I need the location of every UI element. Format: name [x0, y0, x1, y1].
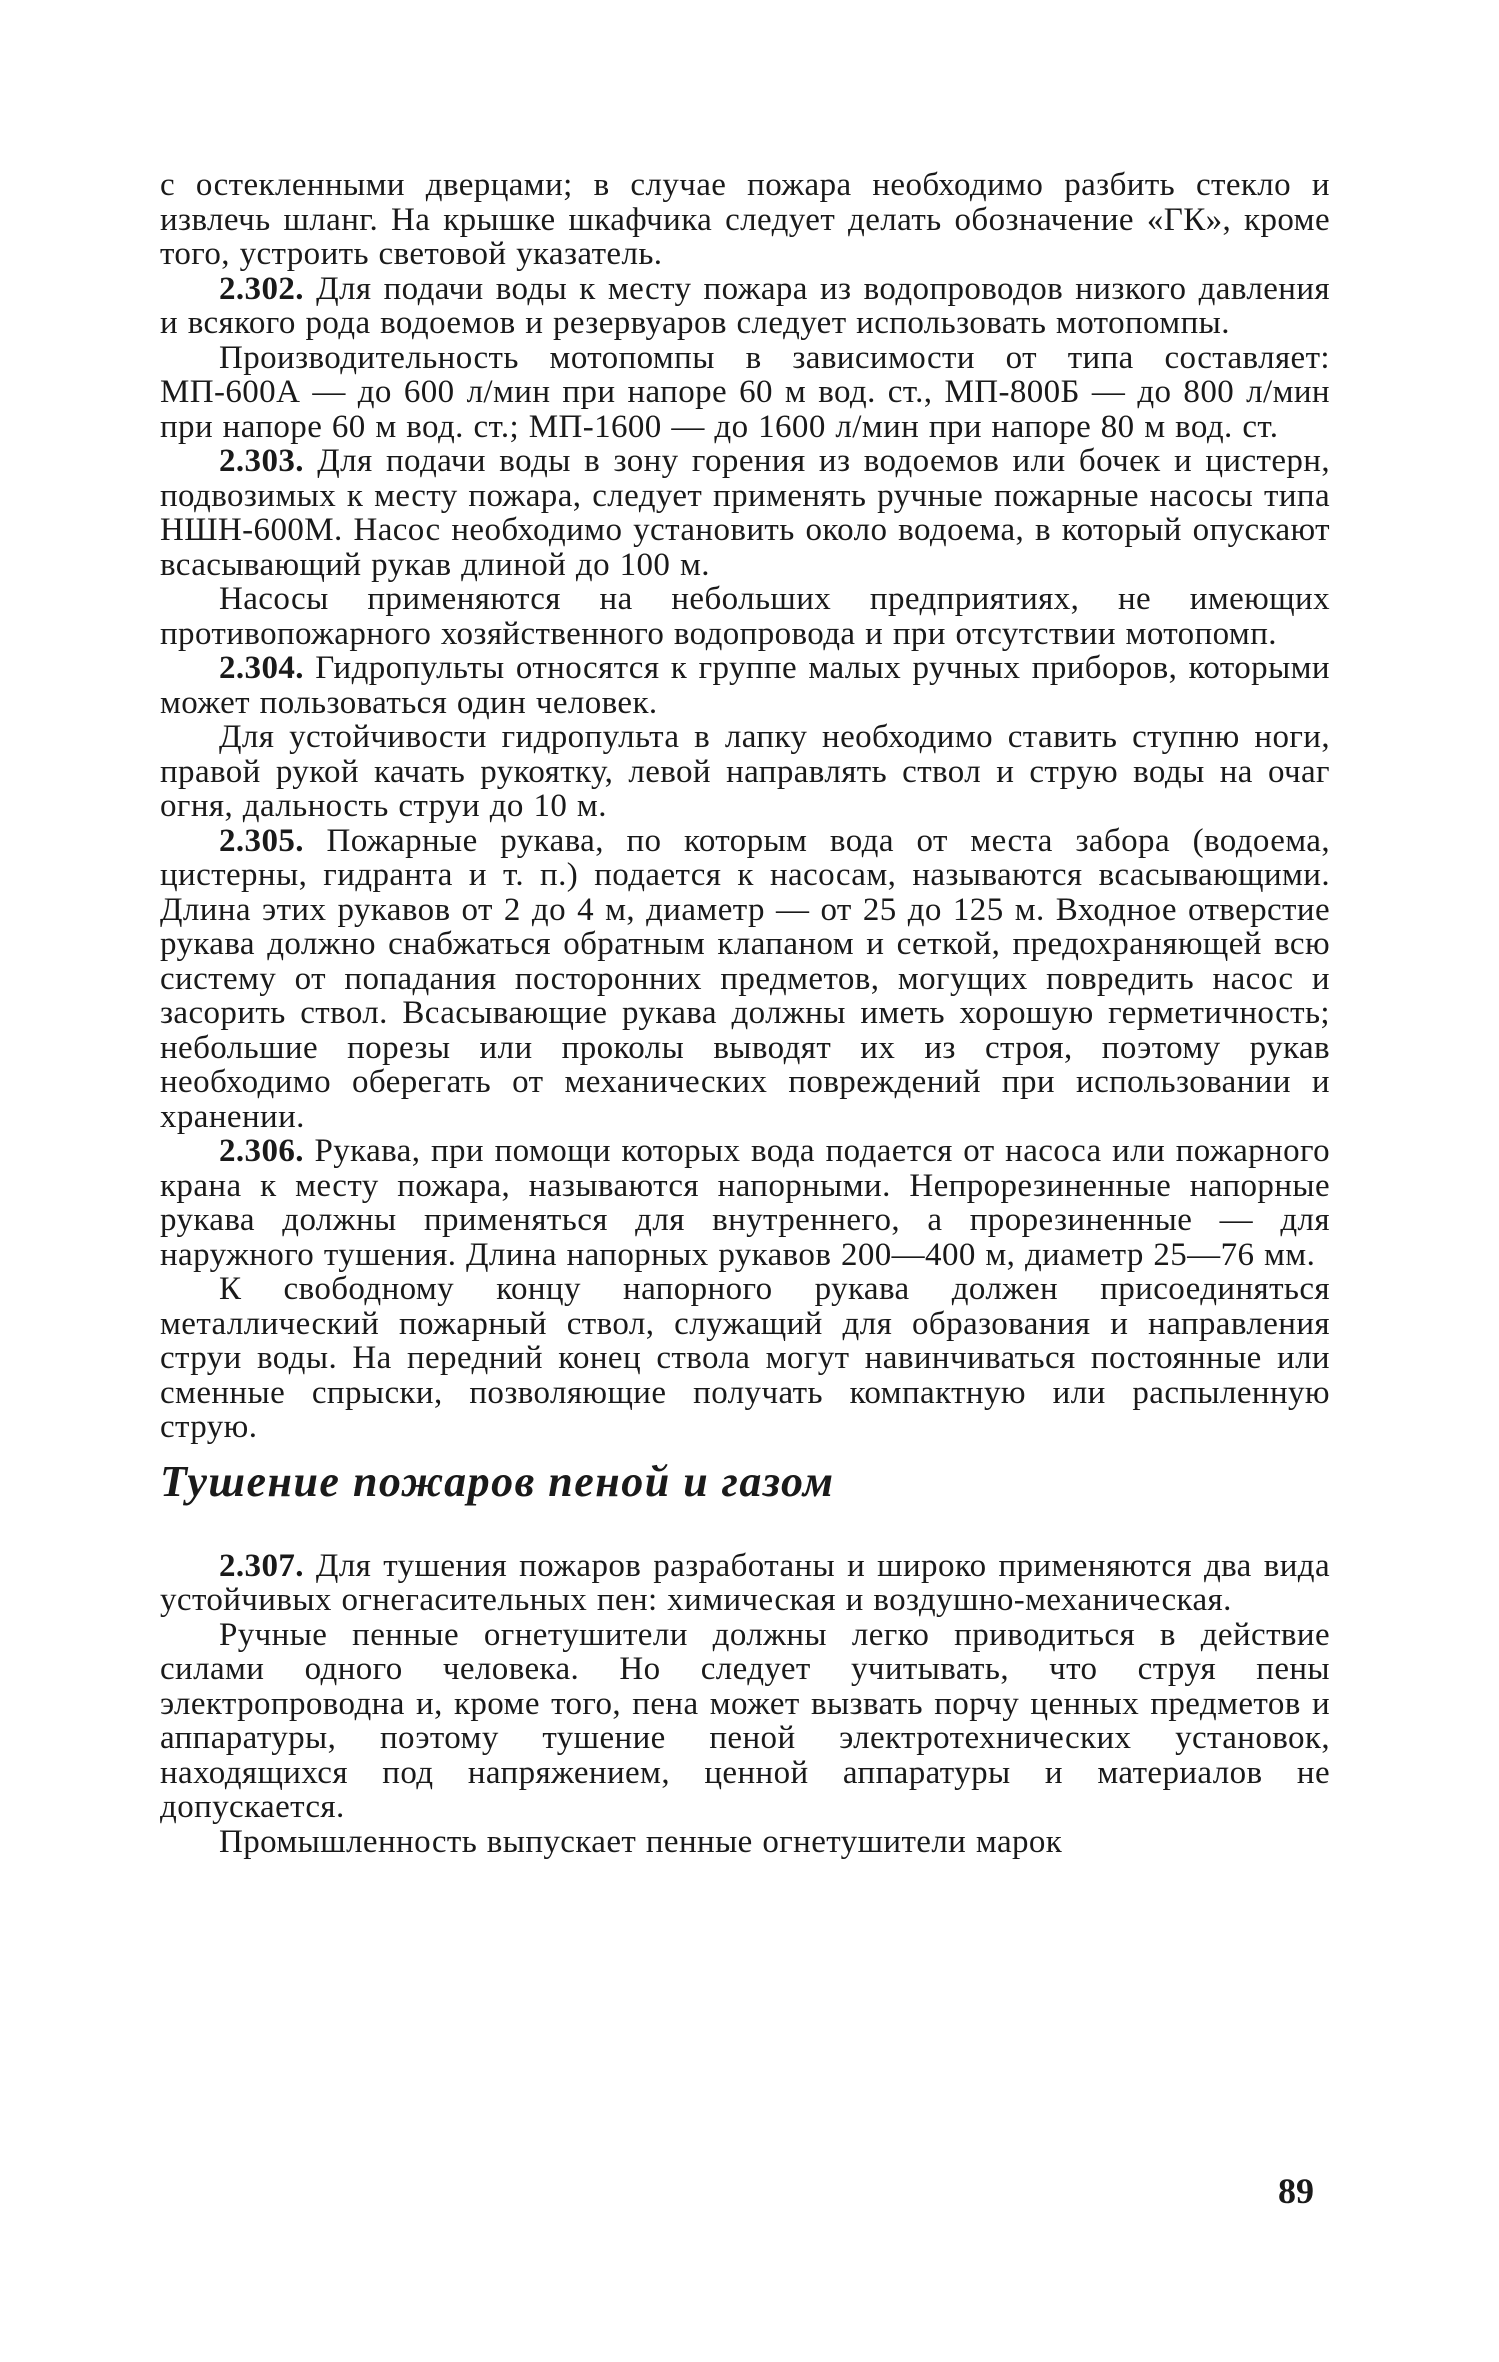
paragraph-continuation — [160, 168, 1330, 272]
paragraph-text: Гидропульты относятся к группе малых ручных приборов, которыми может пользоваться один человек. — [160, 650, 1330, 721]
paragraph-number: 2.307. — [219, 1547, 304, 1584]
paragraph-text: Ручные пенные огнетушители должны легко приводиться в действие силами одного человека. Но следует учитывать, что струя пены электропроводна и, кроме того, пена может вызвать порчу ценных предметов и аппаратуры, поэтому тушение пеной электротехнических установок, находящихся под напряжением, ценной аппаратуры и материалов не допускается. — [160, 1616, 1330, 1825]
paragraph-number: 2.305. — [219, 822, 304, 859]
paragraph-motopump-capacity — [160, 341, 1330, 445]
paragraph-text: Для устойчивости гидропульта в лапку необходимо ставить ступню ноги, правой рукой качать рукоятку, левой направлять ствол и струю воды на очаг огня, дальность струи до 10 м. — [160, 719, 1330, 824]
paragraph-text: Рукава, при помощи которых вода подается от насоса или пожарного крана к месту пожара, называются напорными. Непрорезиненные напорные рукава должны применяться для внутреннего, а прорезиненные — для наружного тушения. Длина напорных рукавов 200—400 м, диаметр 25—76 мм. — [160, 1133, 1330, 1273]
paragraph-text: Для тушения пожаров разработаны и широко применяются два вида устойчивых огнегасительных пен: химическая и воздушно-механическая. — [160, 1547, 1330, 1618]
paragraph-text: Производительность мотопомпы в зависимости от типа составляет: МП-600А — до 600 л/мин при напоре 60 м вод. ст., МП-800Б — до 800 л/мин при напоре 60 м вод. ст.; МП-1600 — до 1600 л/мин при напоре 80 м вод. ст. — [160, 339, 1330, 445]
paragraph-2-306 — [160, 1134, 1330, 1272]
paragraph-2-303 — [160, 444, 1330, 582]
paragraph-number: 2.302. — [219, 270, 304, 307]
book-page — [160, 168, 1330, 1859]
paragraph-text: Для подачи воды в зону горения из водоемов или бочек и цистерн, подвозимых к месту пожара, следует применять ручные пожарные насосы типа НШН-600М. Насос необходимо установить около водоема, в который опускают всасывающий рукав длиной до 100 м. — [160, 443, 1330, 583]
paragraph-industry — [160, 1825, 1330, 1860]
paragraph-foam-extinguishers — [160, 1618, 1330, 1825]
paragraph-text: Для подачи воды к месту пожара из водопроводов низкого давления и всякого рода водоемов и резервуаров следует использовать мотопомпы. — [160, 270, 1330, 341]
paragraph-pumps-usage — [160, 582, 1330, 651]
paragraph-number: 2.304. — [219, 650, 304, 686]
paragraph-text: Промышленность выпускает пенные огнетушители марок — [219, 1823, 1063, 1860]
paragraph-nozzle — [160, 1272, 1330, 1445]
paragraph-text: Пожарные рукава, по которым вода от места забора (водоема, цистерны, гидранта и т. п.) подается к насосам, называются всасывающими. Длина этих рукавов от 2 до 4 м, диаметр — от 25 до 125 м. Входное отверстие рукава должно снабжаться обратным клапаном и сеткой, предохраняющей всю систему от попадания посторонних предметов, могущих повредить насос и засорить ствол. Всасывающие рукава должны иметь хорошую герметичность; небольшие порезы или проколы выводят их из строя, поэтому рукав необходимо оберегать от механических повреждений при использовании и хранении. — [160, 822, 1330, 1135]
paragraph-text: К свободному концу напорного рукава должен присоединяться металлический пожарный ствол, служащий для образования и направления струи воды. На передний конец ствола могут навинчиваться постоянные или сменные спрыски, позволяющие получать компактную или распыленную струю. — [160, 1271, 1330, 1445]
paragraph-2-304 — [160, 651, 1330, 720]
paragraph-2-307 — [160, 1549, 1330, 1618]
paragraph-number: 2.306. — [219, 1133, 304, 1169]
paragraph-2-302 — [160, 272, 1330, 341]
paragraph-text: с остекленными дверцами; в случае пожара необходимо разбить стекло и извлечь шланг. На крышке шкафчика следует делать обозначение «ГК», кроме того, устроить световой указатель. — [160, 167, 1330, 272]
paragraph-number: 2.303. — [219, 443, 304, 479]
section-heading: Тушение пожаров пеной и газом — [160, 1456, 835, 1506]
paragraph-hydropult-usage — [160, 720, 1330, 824]
paragraph-text: Насосы применяются на небольших предприятиях, не имеющих противопожарного хозяйственного водопровода и при отсутствии мотопомп. — [160, 581, 1330, 652]
page-number: 89 — [1278, 2171, 1314, 2211]
paragraph-2-305 — [160, 824, 1330, 1135]
